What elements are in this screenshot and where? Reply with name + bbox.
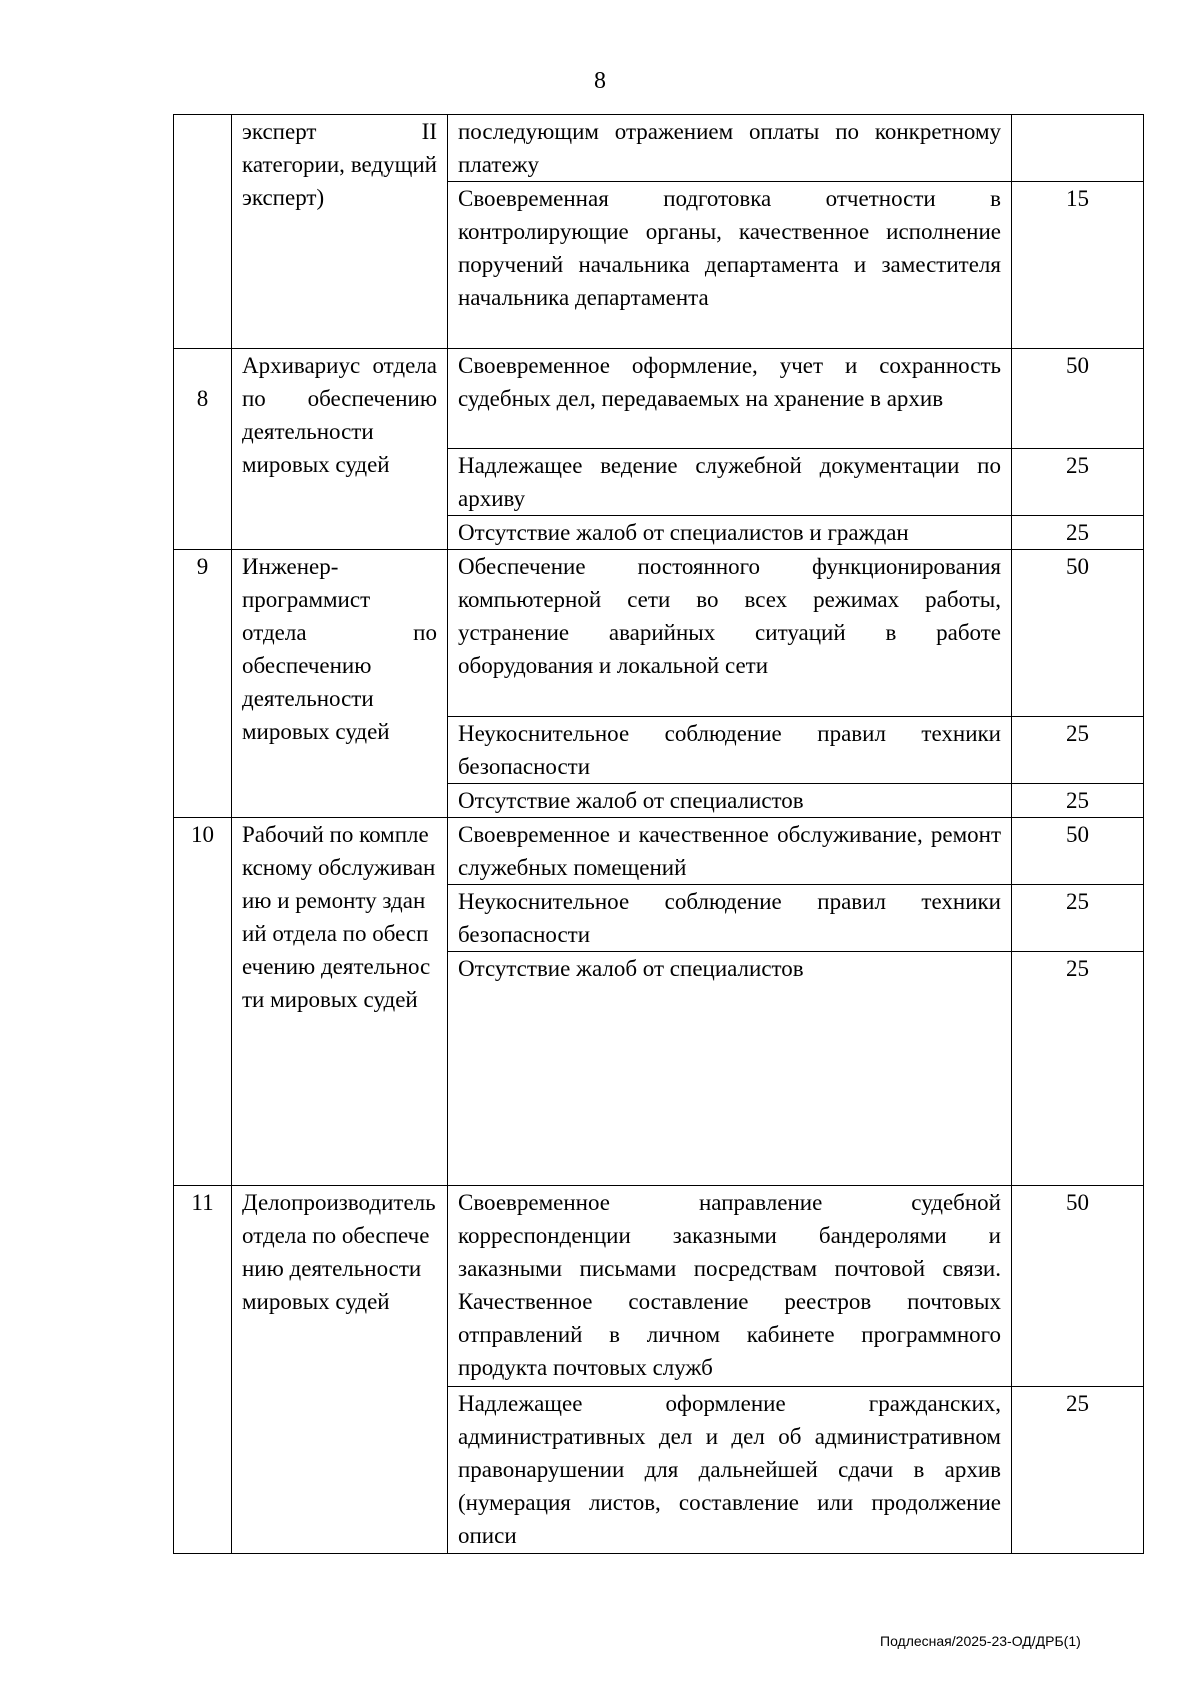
- position-cell: Инженер-программист отдела по обеспечению деятельности мировых судей: [232, 550, 448, 818]
- criterion-text: последующим отражением оплаты по конкретному платежу: [448, 115, 1012, 182]
- criterion-percent: 50: [1012, 349, 1144, 449]
- criterion-percent: 25: [1012, 717, 1144, 784]
- row-number: 10: [174, 818, 232, 1186]
- criterion-text: Неукоснительное соблюдение правил техники безопасности: [448, 717, 1012, 784]
- criterion-percent: 25: [1012, 449, 1144, 516]
- table-row: [174, 818, 1144, 885]
- row-number: 11: [174, 1186, 232, 1554]
- table-row: [174, 115, 1144, 182]
- document-footer: Подлесная/2025-23-ОД/ДРБ(1): [880, 1633, 1081, 1649]
- criterion-text: Своевременное оформление, учет и сохранность судебных дел, передаваемых на хранение в архив: [448, 349, 1012, 449]
- position-cell: Делопроизводитель отдела по обеспечению деятельности мировых судей: [232, 1186, 448, 1554]
- criterion-percent: 15: [1012, 182, 1144, 349]
- criterion-text: Надлежащее оформление гражданских, административных дел и дел об административном правонарушении для дальнейшей сдачи в архив (нумерация листов, составление или продолжение описи: [448, 1387, 1012, 1554]
- table-row: [174, 550, 1144, 717]
- position-cell: Архивариус отдела по обеспечению деятельности мировых судей: [232, 349, 448, 550]
- table-row: [174, 349, 1144, 449]
- criterion-text: Своевременная подготовка отчетности в контролирующие органы, качественное исполнение поручений начальника департамента и заместителя начальника департамента: [448, 182, 1012, 349]
- criterion-text: Отсутствие жалоб от специалистов: [448, 784, 1012, 818]
- table-row: [174, 1186, 1144, 1387]
- criterion-percent: 25: [1012, 784, 1144, 818]
- criterion-text: Надлежащее ведение служебной документации по архиву: [448, 449, 1012, 516]
- criterion-percent: [1012, 115, 1144, 182]
- row-number: [174, 115, 232, 349]
- criterion-percent: 25: [1012, 516, 1144, 550]
- criterion-text: Своевременное и качественное обслуживание, ремонт служебных помещений: [448, 818, 1012, 885]
- criterion-percent: 25: [1012, 885, 1144, 952]
- page-number: 8: [594, 68, 606, 94]
- criterion-percent: 25: [1012, 1387, 1144, 1554]
- criteria-table: [173, 114, 1144, 1554]
- criterion-percent: 25: [1012, 952, 1144, 1186]
- position-cell: эксперт II категории, ведущий эксперт): [232, 115, 448, 349]
- row-number: 9: [174, 550, 232, 818]
- criterion-percent: 50: [1012, 550, 1144, 717]
- position-cell: Рабочий по комплексному обслуживанию и ремонту зданий отдела по обеспечению деятельности мировых судей: [232, 818, 448, 1186]
- criterion-text: Неукоснительное соблюдение правил техники безопасности: [448, 885, 1012, 952]
- criterion-text: Отсутствие жалоб от специалистов и граждан: [448, 516, 1012, 550]
- row-number: [174, 349, 232, 550]
- criterion-percent: 50: [1012, 818, 1144, 885]
- criterion-text: Отсутствие жалоб от специалистов: [448, 952, 1012, 1186]
- row-number-label: 8: [196, 386, 209, 411]
- criterion-percent: 50: [1012, 1186, 1144, 1387]
- criterion-text: Обеспечение постоянного функционирования компьютерной сети во всех режимах работы, устранение аварийных ситуаций в работе оборудования и локальной сети: [448, 550, 1012, 717]
- criterion-text: Своевременное направление судебной корреспонденции заказными бандеролями и заказными письмами посредствам почтовой связи. Качественное составление реестров почтовых отправлений в личном кабинете программного продукта почтовых служб: [448, 1186, 1012, 1387]
